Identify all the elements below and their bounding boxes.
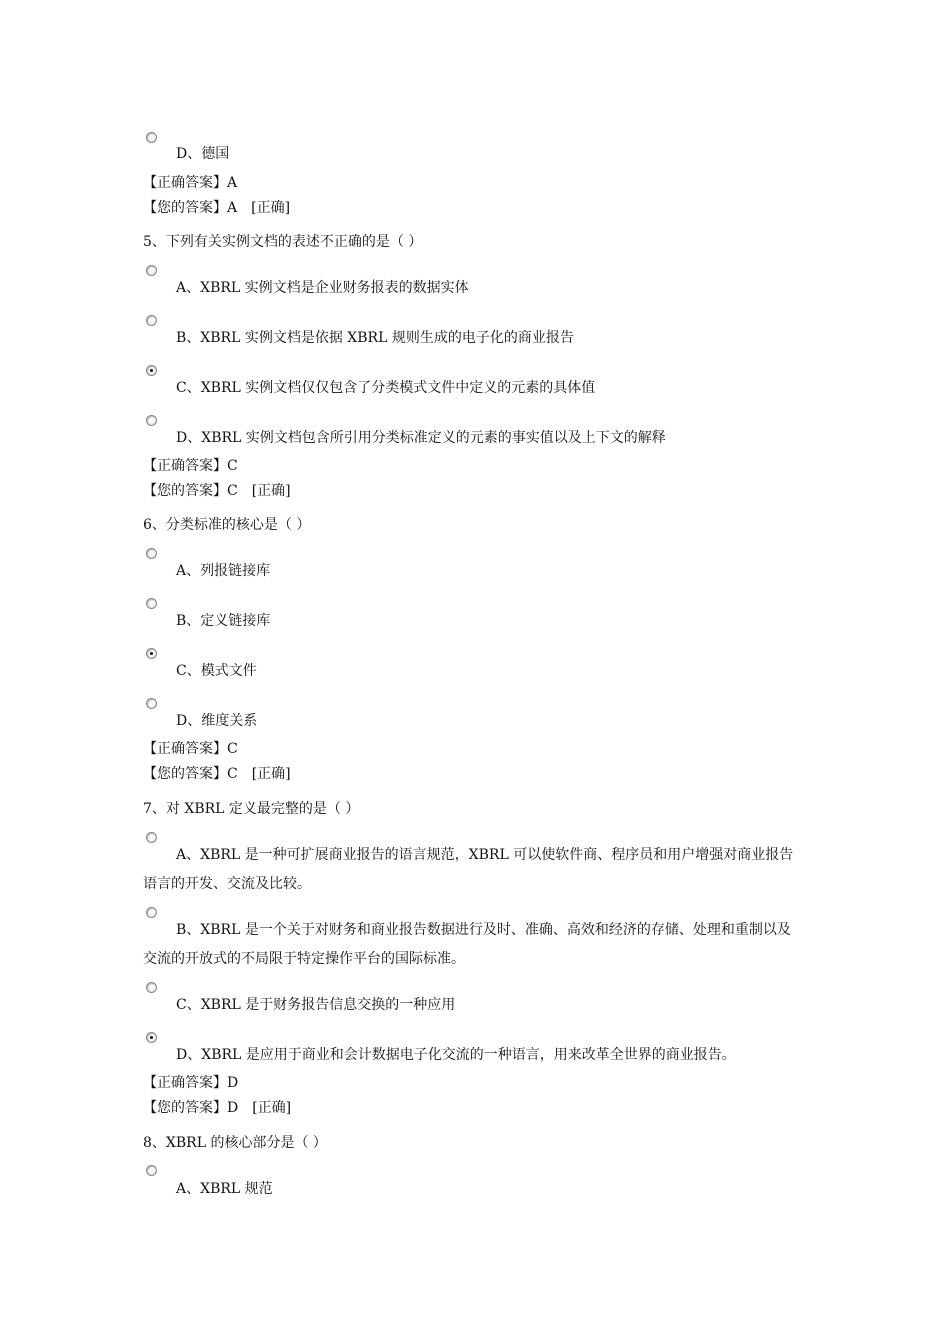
q5-option-b-radio[interactable] <box>146 315 157 326</box>
q7-option-b-line2: 交流的开放式的不局限于特定操作平台的国际标准。 <box>143 951 465 967</box>
q5-option-c-radio[interactable] <box>146 365 157 376</box>
q7-your-answer: 【您的答案】D [正确] <box>143 1100 292 1116</box>
q6-correct-answer: 【正确答案】C <box>143 741 238 757</box>
q7-option-c: C、XBRL 是于财务报告信息交换的一种应用 <box>176 997 456 1013</box>
q5-option-c: C、XBRL 实例文档仅仅包含了分类模式文件中定义的元素的具体值 <box>176 380 596 396</box>
q8-option-a: A、XBRL 规范 <box>176 1181 273 1197</box>
q6-option-d: D、维度关系 <box>176 713 258 729</box>
q6-option-d-radio[interactable] <box>146 698 157 709</box>
q7-question: 7、对 XBRL 定义最完整的是（ ） <box>143 801 360 817</box>
q7-option-b-line1: B、XBRL 是一个关于对财务和商业报告数据进行及时、准确、高效和经济的存储、处理和重制以及 <box>176 922 791 938</box>
q5-correct-answer: 【正确答案】C <box>143 458 238 474</box>
q6-question: 6、分类标准的核心是（ ） <box>143 517 311 533</box>
q5-question: 5、下列有关实例文档的表述不正确的是（ ） <box>143 234 423 250</box>
q5-option-d-radio[interactable] <box>146 415 157 426</box>
q6-option-b: B、定义链接库 <box>176 613 271 629</box>
q4-option-d: D、德国 <box>176 146 230 162</box>
q6-your-answer: 【您的答案】C [正确] <box>143 766 291 782</box>
q7-option-a-radio[interactable] <box>146 832 157 843</box>
q5-option-a: A、XBRL 实例文档是企业财务报表的数据实体 <box>176 280 469 296</box>
q6-option-a-radio[interactable] <box>146 548 157 559</box>
q6-option-a: A、列报链接库 <box>176 563 271 579</box>
q8-option-a-radio[interactable] <box>146 1165 157 1176</box>
q7-correct-answer: 【正确答案】D <box>143 1075 239 1091</box>
q4-option-d-radio[interactable] <box>146 132 157 143</box>
q6-option-c: C、模式文件 <box>176 663 257 679</box>
q7-option-a-line1: A、XBRL 是一种可扩展商业报告的语言规范，XBRL 可以使软件商、程序员和用户增强对商业报告 <box>176 847 794 863</box>
q7-option-b-radio[interactable] <box>146 907 157 918</box>
q7-option-a-line2: 语言的开发、交流及比较。 <box>143 876 311 892</box>
q4-correct-answer: 【正确答案】A <box>143 175 238 191</box>
q4-your-answer: 【您的答案】A [正确] <box>143 200 291 216</box>
q7-option-d: D、XBRL 是应用于商业和会计数据电子化交流的一种语言，用来改革全世界的商业报告。 <box>176 1047 736 1063</box>
q7-option-d-radio[interactable] <box>146 1032 157 1043</box>
q6-option-b-radio[interactable] <box>146 598 157 609</box>
q6-option-c-radio[interactable] <box>146 648 157 659</box>
q5-option-b: B、XBRL 实例文档是依据 XBRL 规则生成的电子化的商业报告 <box>176 330 574 346</box>
q5-option-d: D、XBRL 实例文档包含所引用分类标准定义的元素的事实值以及上下文的解释 <box>176 430 666 446</box>
q8-question: 8、XBRL 的核心部分是（ ） <box>143 1135 327 1151</box>
q7-option-c-radio[interactable] <box>146 982 157 993</box>
q5-option-a-radio[interactable] <box>146 265 157 276</box>
q5-your-answer: 【您的答案】C [正确] <box>143 483 291 499</box>
